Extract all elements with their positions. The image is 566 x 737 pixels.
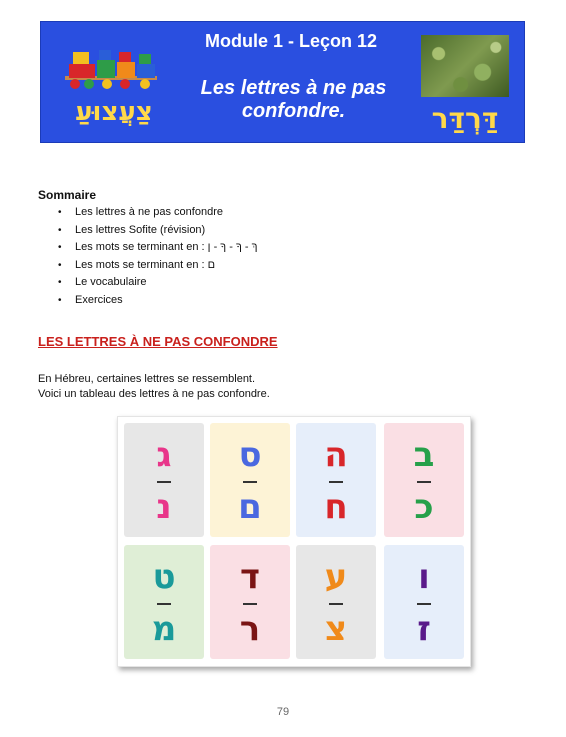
separator	[329, 481, 343, 483]
separator	[243, 603, 257, 605]
sommaire-list	[58, 204, 257, 309]
banner-subtitle: Les lettres à ne pas confondre.	[200, 77, 387, 122]
letter-card	[384, 545, 464, 659]
letter-top: ג	[156, 435, 172, 475]
separator	[417, 481, 431, 483]
separator	[243, 481, 257, 483]
letter-bottom: נ	[156, 487, 172, 527]
bullet-icon: •	[58, 277, 62, 288]
page-number: 79	[276, 706, 290, 718]
section-heading: LES LETTRES À NE PAS CONFONDRE	[38, 334, 278, 349]
letter-top: ד	[240, 557, 260, 597]
letter-bottom: ר	[239, 609, 261, 649]
letter-bottom: ח	[324, 487, 348, 527]
intro-text	[38, 372, 270, 402]
letter-card	[124, 423, 204, 537]
letter-top: ו	[418, 557, 430, 597]
list-item: • Les mots se terminant en : ךְ - ךָ - ךָ - ן	[58, 239, 257, 257]
letter-top: ע	[324, 557, 348, 597]
letter-top: ט	[152, 557, 176, 597]
bullet-icon: •	[58, 242, 62, 253]
bullet-icon: •	[58, 224, 62, 236]
letter-card	[384, 423, 464, 537]
letter-card	[210, 423, 290, 537]
letter-bottom: ז	[417, 609, 431, 649]
letter-top: ב	[413, 435, 435, 475]
bullet-icon: •	[58, 259, 62, 271]
list-item: • Le vocabulaire	[58, 274, 257, 292]
separator	[157, 481, 171, 483]
separator	[329, 603, 343, 605]
separator	[157, 603, 171, 605]
intro-line: Voici un tableau des lettres à ne pas confondre.	[38, 388, 270, 400]
list-item: • Les lettres à ne pas confondre	[58, 204, 257, 222]
letter-card	[210, 545, 290, 659]
toy-train-image	[63, 42, 159, 98]
banner-title: Module 1 - Leçon 12	[204, 31, 378, 51]
list-item: • Les lettres Sofite (révision)	[58, 222, 257, 240]
list-item: • Les mots se terminant en : ם	[58, 257, 257, 275]
bullet-icon: •	[58, 207, 62, 218]
letter-bottom: כ	[414, 487, 434, 527]
separator	[417, 603, 431, 605]
letter-bottom: צ	[324, 609, 348, 649]
bullet-icon: •	[58, 294, 62, 306]
letter-bottom: מ	[151, 609, 177, 649]
letter-card	[296, 423, 376, 537]
letter-card	[296, 545, 376, 659]
thistle-image	[421, 35, 509, 97]
sommaire-heading: Sommaire	[38, 188, 97, 202]
intro-line: En Hébreu, certaines lettres se ressemblent.	[38, 373, 256, 385]
letter-top: ס	[238, 435, 262, 475]
letter-bottom: ם	[238, 487, 262, 527]
letter-card	[124, 545, 204, 659]
letter-top: ה	[324, 435, 348, 475]
letter-comparison-table	[117, 416, 471, 667]
banner-hebrew-word-right: דַּרְדַּר	[431, 102, 499, 135]
lesson-banner	[40, 21, 525, 143]
banner-hebrew-word-left: צַעֲצוּעַ	[75, 97, 153, 127]
list-item: • Exercices	[58, 292, 257, 310]
